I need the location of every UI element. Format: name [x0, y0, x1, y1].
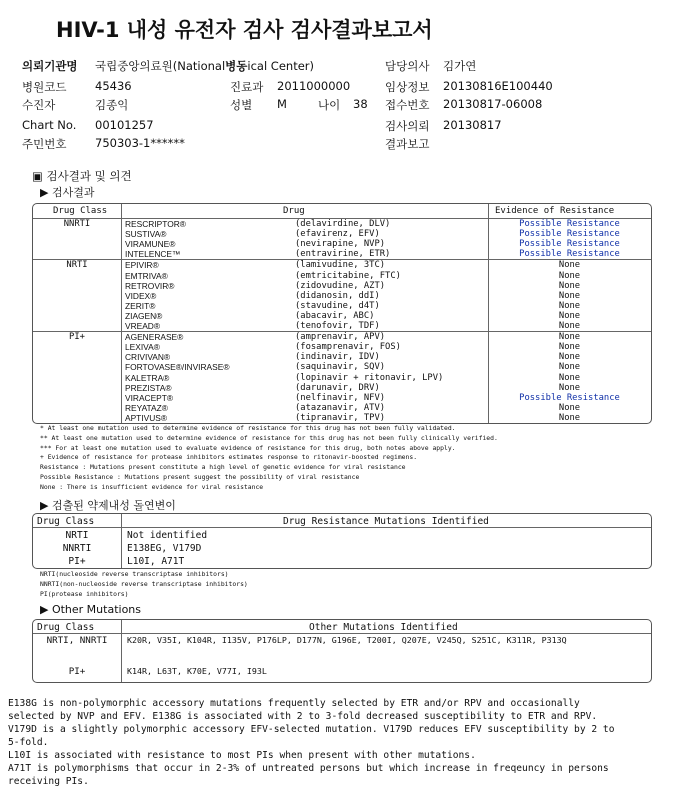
requester-label: 의뢰기관명 [22, 59, 78, 73]
comments [0, 698, 673, 798]
dept-value: 2011000000 [277, 79, 351, 93]
comment-line: L10I is associated with resistance to most PIs when present with other mutations. [8, 750, 476, 761]
drug-generic: (zidovudine, AZT) [295, 280, 386, 291]
drug-brand: KALETRA® [125, 372, 170, 383]
section-results-title: ▶ 검사결과 [40, 186, 95, 199]
drug-generic: (tenofovir, TDF) [295, 321, 380, 331]
requester-value: 국립중앙의료원(National병동ical Center) [95, 59, 314, 73]
footnote-line: Resistance : Mutations present constitute a high level of genetic evidence for viral resistance [40, 463, 406, 472]
drug-brand: APTIVUS® [125, 412, 168, 423]
resistance-evidence: None [558, 332, 581, 343]
drug-brand: RESCRIPTOR® [125, 219, 186, 229]
header-drug-class: Drug Class [37, 622, 95, 633]
drug-brand: SUSTIVA® [125, 229, 167, 240]
test-request-label: 검사의뢰 [385, 119, 430, 133]
footnote-line: None : There is insufficient evidence for viral resistance [40, 482, 264, 491]
drug-generic: (entravirine, ETR) [295, 249, 391, 260]
abbreviation-notes [40, 570, 440, 600]
abbreviation-line: NRTI(nucleoside reverse transcriptase inhibitors) [40, 570, 229, 578]
comment-line: E138G is non-polymorphic accessory mutations frequently selected by ETR and/or RPV and occasionally [8, 698, 580, 709]
report-title: HIV-1 내성 유전자 검사 검사결과보고서 [56, 18, 433, 42]
sex-value: M [277, 97, 287, 111]
drug-generic: (lamivudine, 3TC) [295, 260, 386, 271]
hospital-code-value: 45436 [95, 79, 132, 93]
section-other-title: ▶ Other Mutations [40, 603, 142, 616]
drug-generic: (atazanavir, ATV) [295, 402, 386, 413]
column-divider [121, 204, 122, 423]
section-mutations-title: ▶ 검출된 약제내성 돌연변이 [40, 499, 176, 512]
resistance-evidence: None [558, 310, 581, 321]
drug-brand: VREAD® [125, 321, 161, 331]
drug-brand: PREZISTA® [125, 382, 172, 393]
age-label: 나이 [318, 98, 341, 112]
header-drug-class: Drug Class [37, 516, 95, 527]
footnote-line: + Evidence of resistance for protease inhibitors estimates response to ritonavir-boosted regimens. [40, 453, 418, 462]
abbreviation-line: NNRTI(non-nucleoside reverse transcriptase inhibitors) [40, 579, 248, 588]
receipt-label: 접수번호 [385, 98, 430, 112]
resistance-evidence: Possible Resistance [519, 229, 620, 240]
mutation-identified: Not identified [127, 530, 208, 541]
drug-generic: (stavudine, d4T) [295, 300, 380, 311]
other-mutation-class: NRTI, NNRTI [46, 635, 108, 646]
clinical-info-label: 임상정보 [385, 80, 430, 94]
dept-label: 진료과 [230, 80, 264, 94]
chart-no-label: Chart No. [22, 118, 77, 132]
resistance-evidence: None [558, 270, 581, 281]
comment-line: selected by NVP and EFV. E138G is associated with 2 to 3-fold decreased susceptibility to ETR and RPV. [8, 711, 598, 722]
resistance-evidence: Possible Resistance [519, 239, 620, 250]
clinical-info-value: 20130816E100440 [443, 79, 553, 93]
drug-brand: ZIAGEN® [125, 310, 163, 321]
comment-line: 5-fold. [8, 737, 49, 748]
comment-line: A71T is polymorphisms that occur in 2-3% of untreated persons but which increase in freqeuncy in persons [8, 763, 609, 774]
other-mutations-table [32, 619, 652, 683]
footnote-line: *** For at least one mutation used to evaluate evidence of resistance for this drug, both notes above apply. [40, 443, 456, 452]
drug-brand: REYATAZ® [125, 402, 168, 413]
drug-generic: (abacavir, ABC) [295, 310, 375, 321]
drug-generic: (lopinavir + ritonavir, LPV) [295, 372, 444, 383]
drug-resistance-table [32, 203, 652, 424]
other-mutations-identified: K14R, L63T, K70E, V77I, I93L [127, 666, 267, 676]
resistance-evidence: None [558, 382, 581, 393]
resistance-evidence: None [558, 372, 581, 383]
sex-label: 성별 [230, 98, 253, 112]
drug-brand: EPIVIR® [125, 260, 159, 271]
drug-brand: VIRAMUNE® [125, 239, 176, 250]
result-report-label: 결과보고 [385, 137, 430, 151]
drug-class-pi-plus: PI+ [69, 332, 85, 343]
header-divider [33, 527, 651, 528]
drug-brand: EMTRIVA® [125, 270, 168, 281]
resistance-evidence: Possible Resistance [519, 392, 620, 403]
drug-generic: (saquinavir, SQV) [295, 362, 386, 373]
doctor-label: 담당의사 [385, 59, 430, 73]
mutation-identified: E138EG, V179D [127, 543, 202, 554]
footnote-line: ** At least one mutation used to determine evidence of resistance for this drug has not been fully clinically verified. [40, 433, 498, 442]
resistance-evidence: None [558, 260, 581, 271]
drug-class-nrti: NRTI [66, 260, 88, 271]
resistance-evidence: Possible Resistance [519, 249, 620, 260]
drug-brand: VIDEX® [125, 290, 157, 301]
resistance-evidence: None [558, 321, 581, 331]
patient-label: 수진자 [22, 98, 56, 112]
drug-generic: (nelfinavir, NFV) [295, 392, 386, 403]
drug-generic: (amprenavir, APV) [295, 332, 386, 343]
drug-brand: VIRACEPT® [125, 392, 174, 403]
footnote-line: * At least one mutation used to determine evidence of resistance for this drug has not been fully validated. [40, 424, 456, 432]
header-evidence: Evidence of Resistance [495, 206, 615, 216]
drug-generic: (darunavir, DRV) [295, 382, 380, 393]
drug-brand: ZERIT® [125, 300, 156, 311]
mutation-identified: L10I, A71T [127, 556, 185, 567]
header-mutations: Drug Resistance Mutations Identified [283, 516, 489, 527]
age-value: 38 [353, 97, 368, 111]
drug-generic: (tipranavir, TPV) [295, 412, 386, 423]
drug-brand: LEXIVA® [125, 342, 160, 353]
drug-generic: (nevirapine, NVP) [295, 239, 386, 250]
id-value: 750303-1****** [95, 136, 185, 150]
mutation-class: NRTI [65, 530, 89, 541]
other-mutation-class: PI+ [68, 666, 86, 677]
drug-brand: CRIVIVAN® [125, 352, 171, 363]
footnote-line: Possible Resistance : Mutations present suggest the possibility of viral resistance [40, 473, 360, 481]
section-main-title: ▣ 검사결과 및 의견 [32, 169, 132, 183]
header-other-mutations: Other Mutations Identified [309, 622, 458, 633]
drug-class-nnrti: NNRTI [63, 219, 91, 229]
resistance-evidence: None [558, 362, 581, 373]
drug-generic: (delavirdine, DLV) [295, 219, 391, 229]
drug-generic: (didanosin, ddI) [295, 290, 380, 301]
column-divider [121, 514, 122, 568]
drug-generic: (efavirenz, EFV) [295, 229, 380, 240]
patient-value: 김종익 [95, 98, 129, 112]
resistance-evidence: None [558, 300, 581, 311]
mutation-class: PI+ [68, 556, 86, 567]
resistance-evidence: None [558, 352, 581, 363]
comment-line: receiving PIs. [8, 776, 89, 787]
resistance-evidence: None [558, 280, 581, 291]
hospital-code-label: 병원코드 [22, 80, 67, 94]
abbreviation-line: PI(protease inhibitors) [40, 589, 129, 598]
footnotes [40, 424, 660, 494]
doctor-value: 김가연 [443, 59, 477, 73]
receipt-value: 20130817-06008 [443, 97, 543, 111]
other-mutations-identified: K20R, V35I, K104R, I135V, P176LP, D177N, G196E, T200I, Q207E, V245Q, S251C, K311R, P313Q [127, 635, 567, 645]
drug-brand: AGENERASE® [125, 332, 184, 343]
drug-brand: INTELENCE™ [125, 249, 181, 260]
resistance-evidence: None [558, 402, 581, 413]
mutation-table [32, 513, 652, 569]
resistance-evidence: Possible Resistance [519, 219, 620, 229]
mutation-class: NNRTI [62, 543, 92, 554]
test-request-value: 20130817 [443, 118, 502, 132]
column-divider [121, 620, 122, 682]
header-divider [33, 633, 651, 634]
drug-brand: FORTOVASE®/INVIRASE® [125, 362, 230, 373]
chart-no-value: 00101257 [95, 118, 154, 132]
comment-line: V179D is a slightly polymorphic accessory EFV-selected mutation. V179D reduces EFV susceptibility by 2 to [8, 724, 615, 735]
drug-generic: (fosamprenavir, FOS) [295, 342, 401, 353]
resistance-evidence: None [558, 342, 581, 353]
drug-generic: (indinavir, IDV) [295, 352, 380, 363]
resistance-evidence: None [558, 290, 581, 301]
header-drug: Drug [283, 206, 305, 216]
drug-brand: RETROVIR® [125, 280, 175, 291]
id-label: 주민번호 [22, 137, 67, 151]
resistance-evidence: None [558, 412, 581, 423]
drug-generic: (emtricitabine, FTC) [295, 270, 401, 281]
header-drug-class: Drug Class [53, 206, 108, 216]
